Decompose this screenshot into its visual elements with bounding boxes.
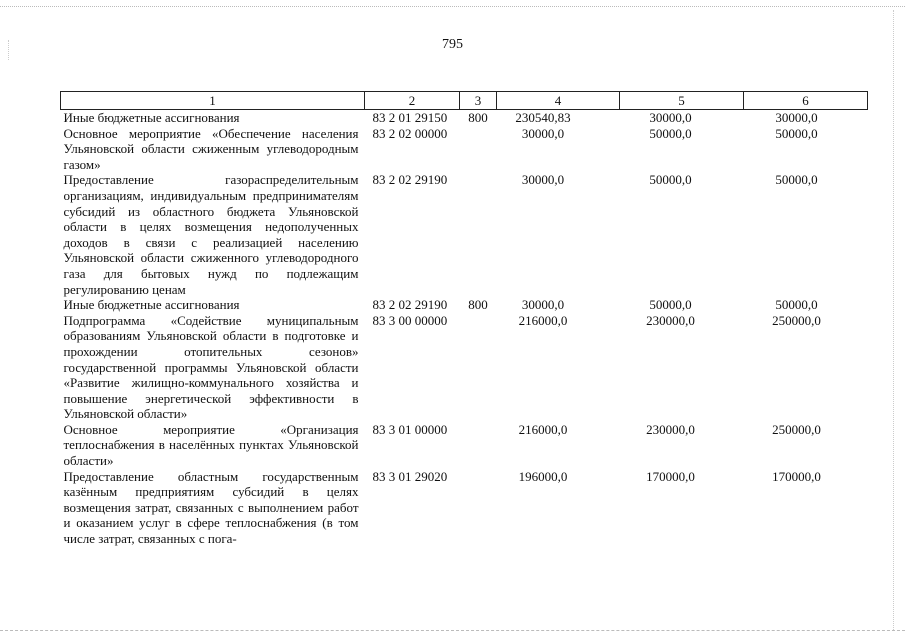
row-expense-type: [460, 172, 497, 297]
row-value-1: 196000,0: [518, 468, 568, 484]
row-code: 83 3 00 00000: [372, 312, 448, 328]
row-value-3: 50000,0: [775, 125, 818, 141]
header-col-3: 3: [460, 92, 497, 110]
row-code: 83 2 02 29190: [372, 172, 448, 188]
table-row: [61, 422, 868, 469]
table-body: [61, 110, 868, 547]
row-value-1: 30000,0: [521, 125, 565, 141]
row-expense-type: 800: [468, 297, 488, 313]
row-expense-type: [460, 422, 497, 469]
row-code: 83 3 01 29020: [372, 468, 448, 484]
row-value-3: 170000,0: [772, 468, 821, 484]
row-code: 83 2 02 29190: [372, 297, 448, 313]
row-value-2: 50000,0: [649, 172, 692, 188]
scan-edge-right: [893, 10, 895, 630]
table-row: [61, 313, 868, 422]
row-value-1: 230540,83: [515, 110, 571, 125]
row-value-2: 30000,0: [649, 110, 692, 125]
table-row: [61, 172, 868, 297]
row-value-1: 216000,0: [518, 421, 568, 437]
row-expense-type: [460, 469, 497, 547]
table-header: [61, 92, 868, 110]
header-col-2: 2: [365, 92, 460, 110]
row-value-1: 30000,0: [521, 297, 565, 313]
row-value-3: 250000,0: [772, 312, 821, 328]
row-value-3: 30000,0: [775, 110, 818, 125]
row-name: Предоставление газораспределительным организациям, индивидуальным предпринимателям субсидий из областного бюджета Ульяновской области в целях возмещения недополученных доходов в связи с реализацией населению Ульяновской области сжиженного углеводородного газа для бытовых нужд по подлежащим регулированию ценам: [63, 172, 359, 297]
row-value-2: 50000,0: [649, 297, 692, 313]
row-value-3: 250000,0: [772, 421, 821, 437]
header-col-1: 1: [61, 92, 365, 110]
row-code: 83 2 02 00000: [372, 125, 448, 141]
header-col-6: 6: [744, 92, 868, 110]
scan-edge-bottom: [0, 630, 905, 632]
header-row: [61, 92, 868, 110]
row-code: 83 3 01 00000: [372, 421, 448, 437]
row-value-1: 30000,0: [521, 172, 565, 188]
row-value-2: 230000,0: [646, 312, 695, 328]
scan-edge-top: [0, 6, 905, 8]
header-col-5: 5: [620, 92, 744, 110]
row-value-3: 50000,0: [775, 297, 818, 313]
budget-table: [60, 91, 868, 547]
row-expense-type: 800: [468, 110, 488, 125]
row-value-2: 170000,0: [646, 468, 695, 484]
row-value-2: 50000,0: [649, 125, 692, 141]
row-name: Иные бюджетные ассигнования: [63, 110, 240, 125]
row-code: 83 2 01 29150: [372, 110, 448, 125]
table-row: [61, 297, 868, 313]
row-name: Подпрограмма «Содействие муниципальным образованиям Ульяновской области в подготовке и прохождении отопительных сезонов» государственной программы Ульяновской области «Развитие жилищно-коммунального хозяйства и повышение энергетической эффективности в Ульяновской области»: [63, 312, 359, 422]
row-value-1: 216000,0: [518, 312, 568, 328]
table-row: [61, 110, 868, 126]
row-name: Иные бюджетные ассигнования: [63, 297, 240, 313]
header-col-4: 4: [497, 92, 620, 110]
table-row: [61, 126, 868, 173]
row-expense-type: [460, 313, 497, 422]
row-value-2: 230000,0: [646, 421, 695, 437]
row-name: Основное мероприятие «Обеспечение населения Ульяновской области сжиженным углеводородным газом»: [63, 125, 359, 172]
row-expense-type: [460, 126, 497, 173]
row-value-3: 50000,0: [775, 172, 818, 188]
table-row: [61, 469, 868, 547]
page-number: 795: [442, 37, 463, 52]
row-name: Предоставление областным государственным казённым предприятиям субсидий в целях возмещения затрат, связанных с выполнением работ и оказанием услуг в сфере теплоснабжения (в том числе затрат, связанных с пога-: [63, 468, 359, 547]
row-name: Основное мероприятие «Организация теплоснабжения в населённых пунктах Ульяновской области»: [63, 421, 359, 469]
